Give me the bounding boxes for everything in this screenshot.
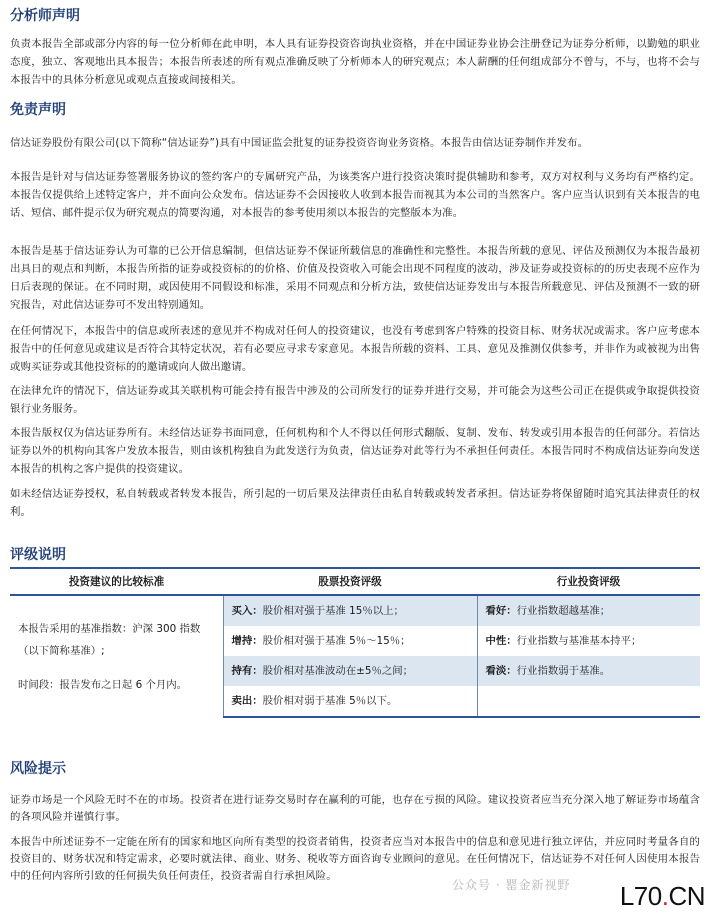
disclaimer-paragraph: 本报告是基于信达证券认为可靠的已公开信息编制，但信达证券不保证所载信息的准确性和完整性。本报告所载的意见、评估及预测仅为本报告最初出具日的观点和判断，本报告所指的证券或投资标的的价格、价值及投资收入可能会出现不同程度的波动，涉及证券或投资标的的历史表现不应作为日后表现的保证。在不同时期，或因使用不同假设和标准，采用不同观点和分析方法，致使信达证券发出与本报告所载意见、评估及预测不一致的研究报告，对此信达证券可不发出特别通知。 [10,245,700,311]
risk-paragraph: 证券市场是一个风险无时不在的市场。投资者在进行证券交易时存在赢利的可能，也存在亏损的风险。建议投资者应当充分深入地了解证券市场蕴含的各项风险并谨慎行事。 [10,794,700,823]
stock-rating-hold: 持有：股价相对基准波动在±5％之间； [223,656,477,686]
disclaimer-paragraph: 如未经信达证券授权，私自转载或者转发本报告，所引起的一切后果及法律责任由私自转载或转发者承担。信达证券将保留随时追究其法律责任的权利。 [10,488,700,518]
industry-rating-neutral: 中性：行业指数与基准基本持平； [477,626,700,656]
disclaimer-paragraph: 本报告版权仅为信达证券所有。未经信达证券书面同意，任何机构和个人不得以任何形式翻版、复制、发布、转发或引用本报告的任何部分。若信达证券以外的机构向其客户发放本报告，则由该机构独自为此发送行为负责，信达证券对此等行为不承担任何责任。本报告同时不构成信达证券向发送本报告的机构之客户提供的投资建议。 [10,427,700,475]
rating-standard-cell [10,595,223,717]
risk-title: 风险提示 [10,761,66,777]
benchmark-text: 本报告采用的基准指数：沪深 300 指数（以下简称基准）; [18,622,201,657]
disclaimer-paragraph: 信达证券股份有限公司(以下简称“信达证券”)具有中国证监会批复的证券投资咨询业务资格。本报告由信达证券制作并发布。 [10,137,589,149]
disclaimer-paragraph: 在任何情况下，本报告中的信息或所表述的意见并不构成对任何人的投资建议，也没有考虑到客户特殊的投资目标、财务状况或需求。客户应考虑本报告中的任何意见或建议是否符合其特定状况，若有必要应寻求专家意见。本报告所载的资料、工具、意见及推测仅供参考，并非作为或被视为出售或购买证券或其他投资标的的邀请或向人做出邀请。 [10,325,700,373]
rating-table [10,567,700,718]
analyst-statement-title: 分析师声明 [10,8,80,24]
stock-rating-overweight: 增持：股价相对强于基准 5％～15％； [223,626,477,656]
disclaimer-title: 免责声明 [10,102,66,118]
rating-header-standard: 投资建议的比较标准 [10,568,223,595]
stock-rating-sell: 卖出：股价相对弱于基准 5％以下。 [223,686,477,717]
rating-header-stock: 股票投资评级 [223,568,477,595]
site-logo: L70.CN [619,881,705,911]
table-row [10,595,700,626]
industry-rating-negative: 看淡：行业指数弱于基准。 [477,656,700,686]
rating-title: 评级说明 [10,547,66,563]
stock-rating-buy: 买入：股价相对强于基准 15％以上； [223,595,477,626]
risk-paragraph: 本报告中所述证券不一定能在所有的国家和地区向所有类型的投资者销售，投资者应当对本报告中的信息和意见进行独立评估，并应同时考量各自的投资目的、财务状况和特定需求，必要时就法律、商业、财务、税收等方面咨询专业顾问的意见。在任何情况下，信达证券不对任何人因使用本报告中的任何内容所引致的任何损失负任何责任，投资者需自行承担风险。 [10,836,700,882]
industry-rating-positive: 看好：行业指数超越基准； [477,595,700,626]
rating-header-industry: 行业投资评级 [477,568,700,595]
rating-table-header [10,568,700,595]
period-text: 时间段：报告发布之日起 6 个月内。 [18,678,188,691]
watermark: 公众号 · 罂金新视野 [452,878,571,892]
disclaimer-paragraph: 在法律允许的情况下，信达证券或其关联机构可能会持有报告中涉及的公司所发行的证券并进行交易，并可能会为这些公司正在提供或争取提供投资银行业务服务。 [10,385,700,415]
industry-rating-empty [477,686,700,717]
disclaimer-paragraph: 本报告是针对与信达证券签署服务协议的签约客户的专属研究产品，为该类客户进行投资决策时提供辅助和参考，双方对权利与义务均有严格约定。本报告仅提供给上述特定客户，并不面向公众发布。信达证券不会因接收人收到本报告而视其为本公司的当然客户。客户应当认识到有关本报告的电话、短信、邮件提示仅为研究观点的简要沟通，对本报告的参考使用须以本报告的完整版本为准。 [10,171,700,219]
analyst-statement-text: 负责本报告全部或部分内容的每一位分析师在此申明，本人具有证券投资咨询执业资格，并在中国证券业协会注册登记为证券分析师，以勤勉的职业态度，独立、客观地出具本报告；本报告所表述的所有观点准确反映了分析师本人的研究观点；本人薪酬的任何组成部分不曾与，不与，也将不会与本报告中的具体分析意见或观点直接或间接相关。 [10,38,700,86]
